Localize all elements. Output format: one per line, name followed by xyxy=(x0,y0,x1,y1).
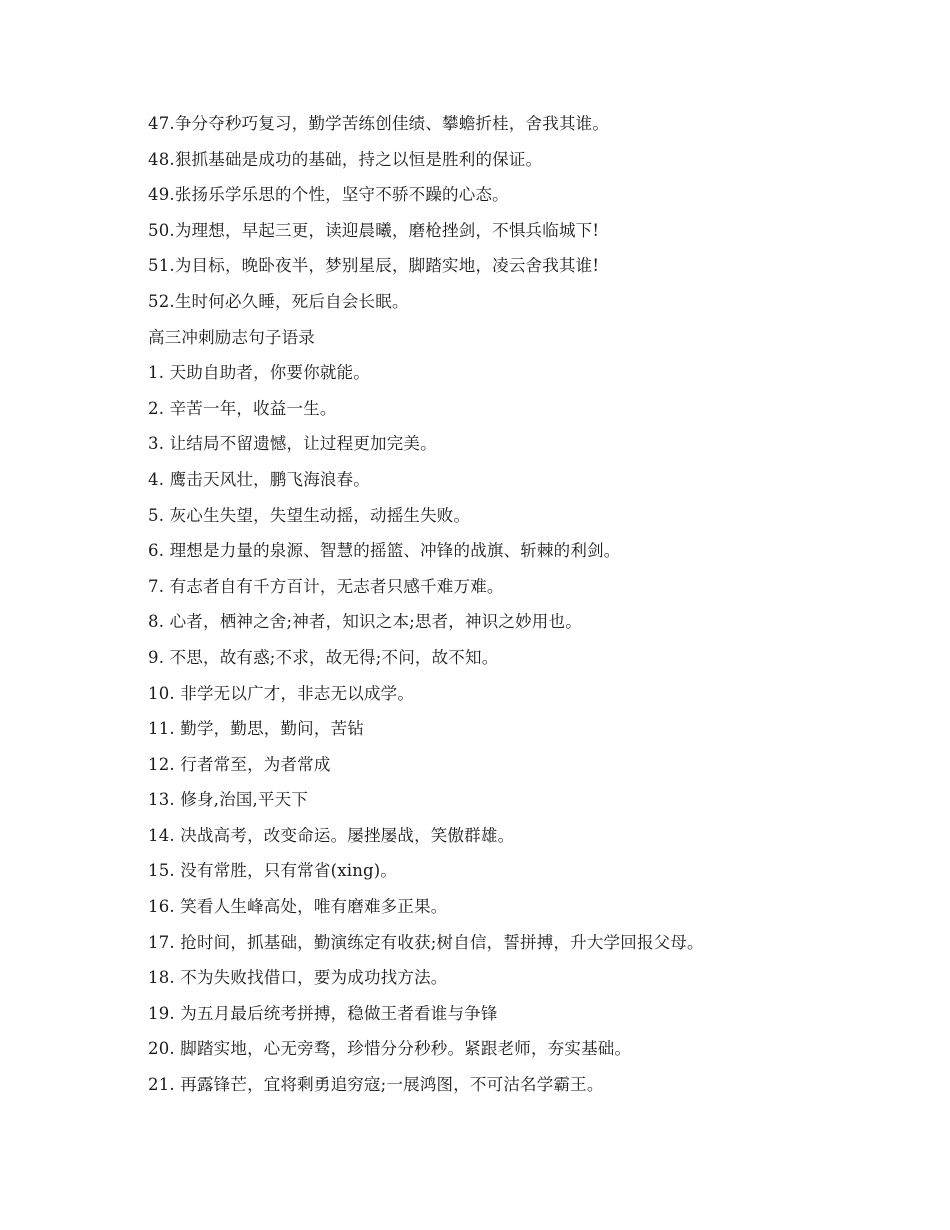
text-line: 11. 勤学，勤思，勤问，苦钻 xyxy=(148,719,364,739)
section-heading: 高三冲刺励志句子语录 xyxy=(148,327,315,347)
text-line: 4. 鹰击天风壮，鹏飞海浪春。 xyxy=(148,469,370,489)
text-line: 7. 有志者自有千方百计，无志者只感千难万难。 xyxy=(148,576,504,596)
text-line: 19. 为五月最后统考拼搏，稳做王者看谁与争锋 xyxy=(148,1003,498,1023)
text-line: 21. 再露锋芒，宜将剩勇追穷寇;一展鸿图，不可沽名学霸王。 xyxy=(148,1075,604,1095)
text-line: 14. 决战高考，改变命运。屡挫屡战，笑傲群雄。 xyxy=(148,825,515,845)
text-line: 6. 理想是力量的泉源、智慧的摇篮、冲锋的战旗、斩棘的利剑。 xyxy=(148,541,621,561)
text-line: 3. 让结局不留遗憾，让过程更加完美。 xyxy=(148,434,437,454)
text-line: 18. 不为失败找借口，要为成功找方法。 xyxy=(148,968,448,988)
text-line: 51.为目标，晚卧夜半，梦别星辰，脚踏实地，凌云舍我其谁! xyxy=(148,256,600,276)
text-line: 47.争分夺秒巧复习，勤学苦练创佳绩、攀蟾折桂，舍我其谁。 xyxy=(148,114,610,133)
text-line: 9. 不思，故有惑;不求，故无得;不问，故不知。 xyxy=(148,647,499,667)
text-line: 1. 天助自助者，你要你就能。 xyxy=(148,363,370,383)
text-line: 48.狠抓基础是成功的基础，持之以恒是胜利的保证。 xyxy=(148,149,543,169)
text-line: 20. 脚踏实地，心无旁骛，珍惜分分秒秒。紧跟老师，夯实基础。 xyxy=(148,1039,632,1059)
text-line: 2. 辛苦一年，收益一生。 xyxy=(148,398,337,418)
text-line: 52.生时何必久睡，死后自会长眠。 xyxy=(148,291,409,311)
text-line: 17. 抢时间，抓基础，勤演练定有收获;树自信，誓拼搏，升大学回报父母。 xyxy=(148,932,704,952)
text-line: 49.张扬乐学乐思的个性，坚守不骄不躁的心态。 xyxy=(148,185,509,205)
text-line: 5. 灰心生失望，失望生动摇，动摇生失败。 xyxy=(148,505,471,525)
text-line: 13. 修身,治国,平天下 xyxy=(148,790,309,810)
document-body xyxy=(148,110,848,1107)
text-line: 15. 没有常胜，只有常省(xing)。 xyxy=(148,861,398,881)
text-line: 10. 非学无以广才，非志无以成学。 xyxy=(148,683,415,703)
text-line: 50.为理想，早起三更，读迎晨曦，磨枪挫剑，不惧兵临城下! xyxy=(148,220,600,240)
text-line: 16. 笑看人生峰高处，唯有磨难多正果。 xyxy=(148,897,448,917)
text-line: 12. 行者常至，为者常成 xyxy=(148,754,331,774)
text-line: 8. 心者，栖神之舍;神者，知识之本;思者，神识之妙用也。 xyxy=(148,612,582,632)
